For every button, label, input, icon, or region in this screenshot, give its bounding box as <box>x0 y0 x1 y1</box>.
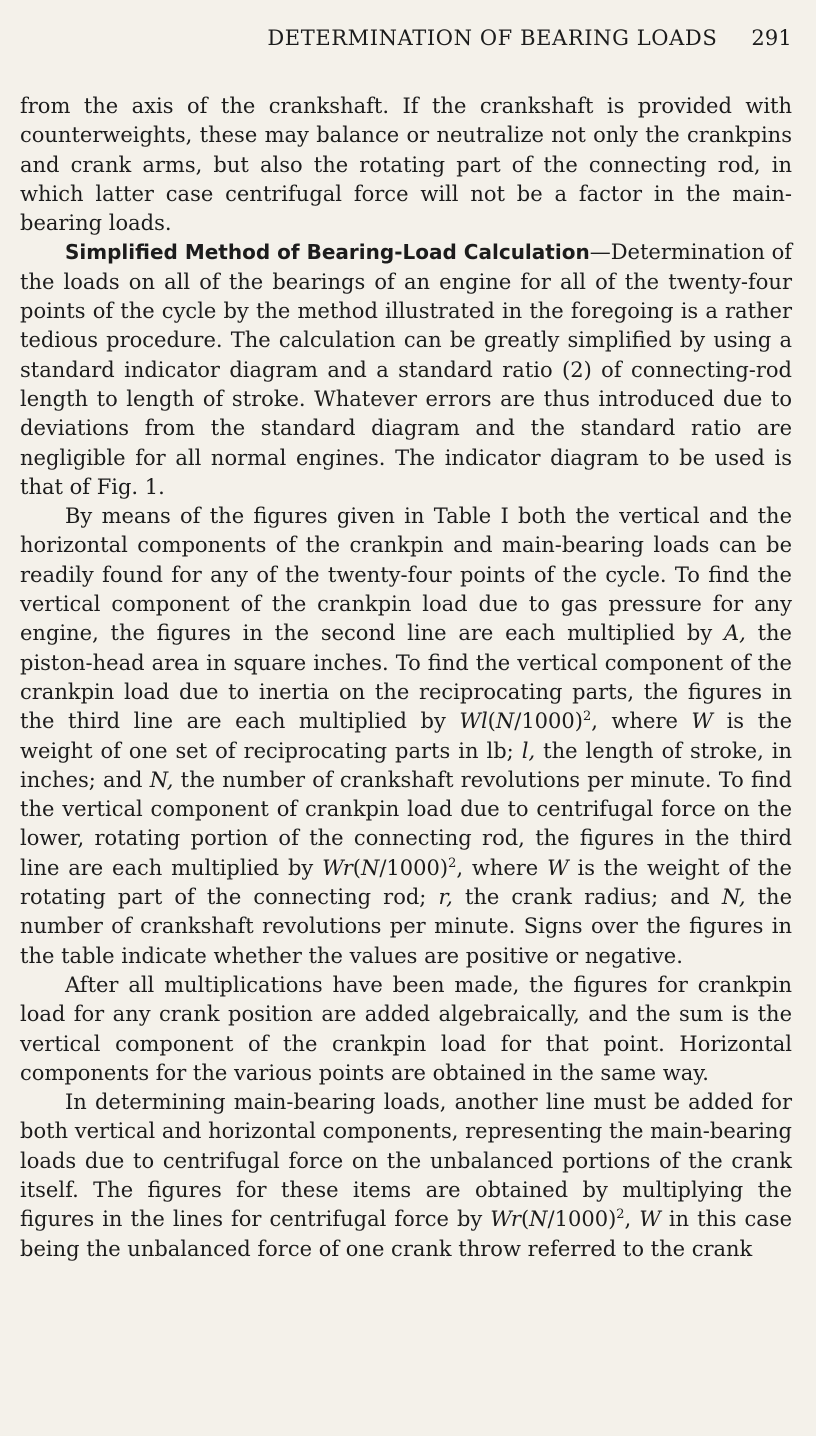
text-run: /1000) <box>379 855 449 880</box>
variable: l, <box>521 738 536 763</box>
text-run: , where <box>591 709 692 734</box>
exponent: 2 <box>582 709 592 725</box>
variable: Wl <box>459 709 488 734</box>
variable: N <box>360 855 380 880</box>
paragraph-main-bearing <box>20 1088 792 1264</box>
paragraph-text: from the axis of the crankshaft. If the crankshaft is provided with counterweights, these may balance or neutralize not only the crankpins and crank arms, but also the rotating part of the connecting rod, in which latter case centrifugal force will not be a factor in the main-bearing loads. <box>20 94 792 236</box>
variable: W <box>691 709 714 734</box>
variable: W <box>547 855 569 880</box>
text-run: the length of stroke, in inches; and <box>20 738 792 792</box>
variable: N <box>529 1207 548 1232</box>
text-run: , <box>624 1207 640 1232</box>
text-run: is the weight of the rotating part of the connecting rod; <box>20 855 792 910</box>
text-run: In determining main-bearing loads, another line must be added for both vertical and horizontal components, representing the main-bearing loads due to centrifugal force on the unbalanced portions of the crank itself. The figures for these items are obtained by multiplying the figures in the lines for centrifugal force by <box>20 1090 792 1232</box>
variable: N <box>495 709 515 734</box>
text-run: By means of the figures given in Table I both the vertical and the horizontal components of the crankpin and main-bearing loads can be readily found for any of the twenty-four points of the cycle. To find the vertical component of the crankpin load due to gas pressure for any engine, the figures in the second line are each multiplied by <box>20 504 792 646</box>
text-run: is the weight of one set of reciprocating parts in lb; <box>20 709 792 763</box>
running-title: DETERMINATION OF BEARING LOADS <box>267 26 718 50</box>
page-number: 291 <box>751 26 792 50</box>
text-run: ( <box>520 1207 530 1232</box>
paragraph-multiplications <box>20 971 792 1088</box>
text-run: the crank radius; and <box>452 885 722 910</box>
text-run: the piston-head area in square inches. To find the vertical component of the crankpin load due to inertia on the reciprocating parts, the figures in the third line are each multiplied by <box>20 621 792 734</box>
exponent: 2 <box>448 855 457 871</box>
text-run: in this case being the unbalanced force of one crank throw referred to the crank <box>20 1207 793 1261</box>
text-run: ( <box>352 855 361 880</box>
text-run: the number of crankshaft revolutions per minute. Signs over the figures in the table indicate whether the values are positive or negative. <box>20 885 793 968</box>
text-run: /1000) <box>514 709 583 734</box>
variable: N, <box>149 767 174 792</box>
exponent: 2 <box>616 1207 625 1223</box>
variable: Wr <box>322 855 353 880</box>
section-heading: Simplified Method of Bearing-Load Calculation <box>65 240 590 265</box>
variable: W <box>639 1207 661 1232</box>
paragraph-text: After all multiplications have been made, the figures for crankpin load for any crank position are added algebraically, and the sum is the vertical component of the crankpin load for that point. Horizontal components for the various points are obtained in the same way. <box>20 972 792 1085</box>
running-header <box>20 26 792 66</box>
text-run: ( <box>487 709 496 734</box>
paragraph-table-method <box>20 502 792 971</box>
paragraph-simplified-method <box>20 238 792 502</box>
text-run: the number of crankshaft revolutions per minute. To find the vertical component of crankpin load due to centrifugal force on the lower, rotating portion of the connecting rod, the figures in the third line are each multiplied by <box>20 767 792 880</box>
variable: N, <box>721 885 746 910</box>
em-dash: — <box>589 240 611 265</box>
book-page <box>20 26 792 1264</box>
paragraph-text: Determination of the loads on all of the bearings of an engine for all of the twenty-four points of the cycle by the method illustrated in the foregoing is a rather tedious procedure. The calculation can be greatly simplified by using a standard indicator diagram and a standard ratio (2) of connecting-rod length to length of stroke. Whatever errors are thus introduced due to deviations from the standard diagram and the standard ratio are negligible for all normal engines. The indicator diagram to be used is that of Fig. 1. <box>20 240 792 499</box>
variable: A, <box>723 621 746 646</box>
paragraph-continuation <box>20 92 792 238</box>
text-run: /1000) <box>547 1207 617 1232</box>
variable: Wr <box>490 1207 521 1232</box>
variable: r, <box>438 885 453 910</box>
text-run: , where <box>456 855 548 880</box>
